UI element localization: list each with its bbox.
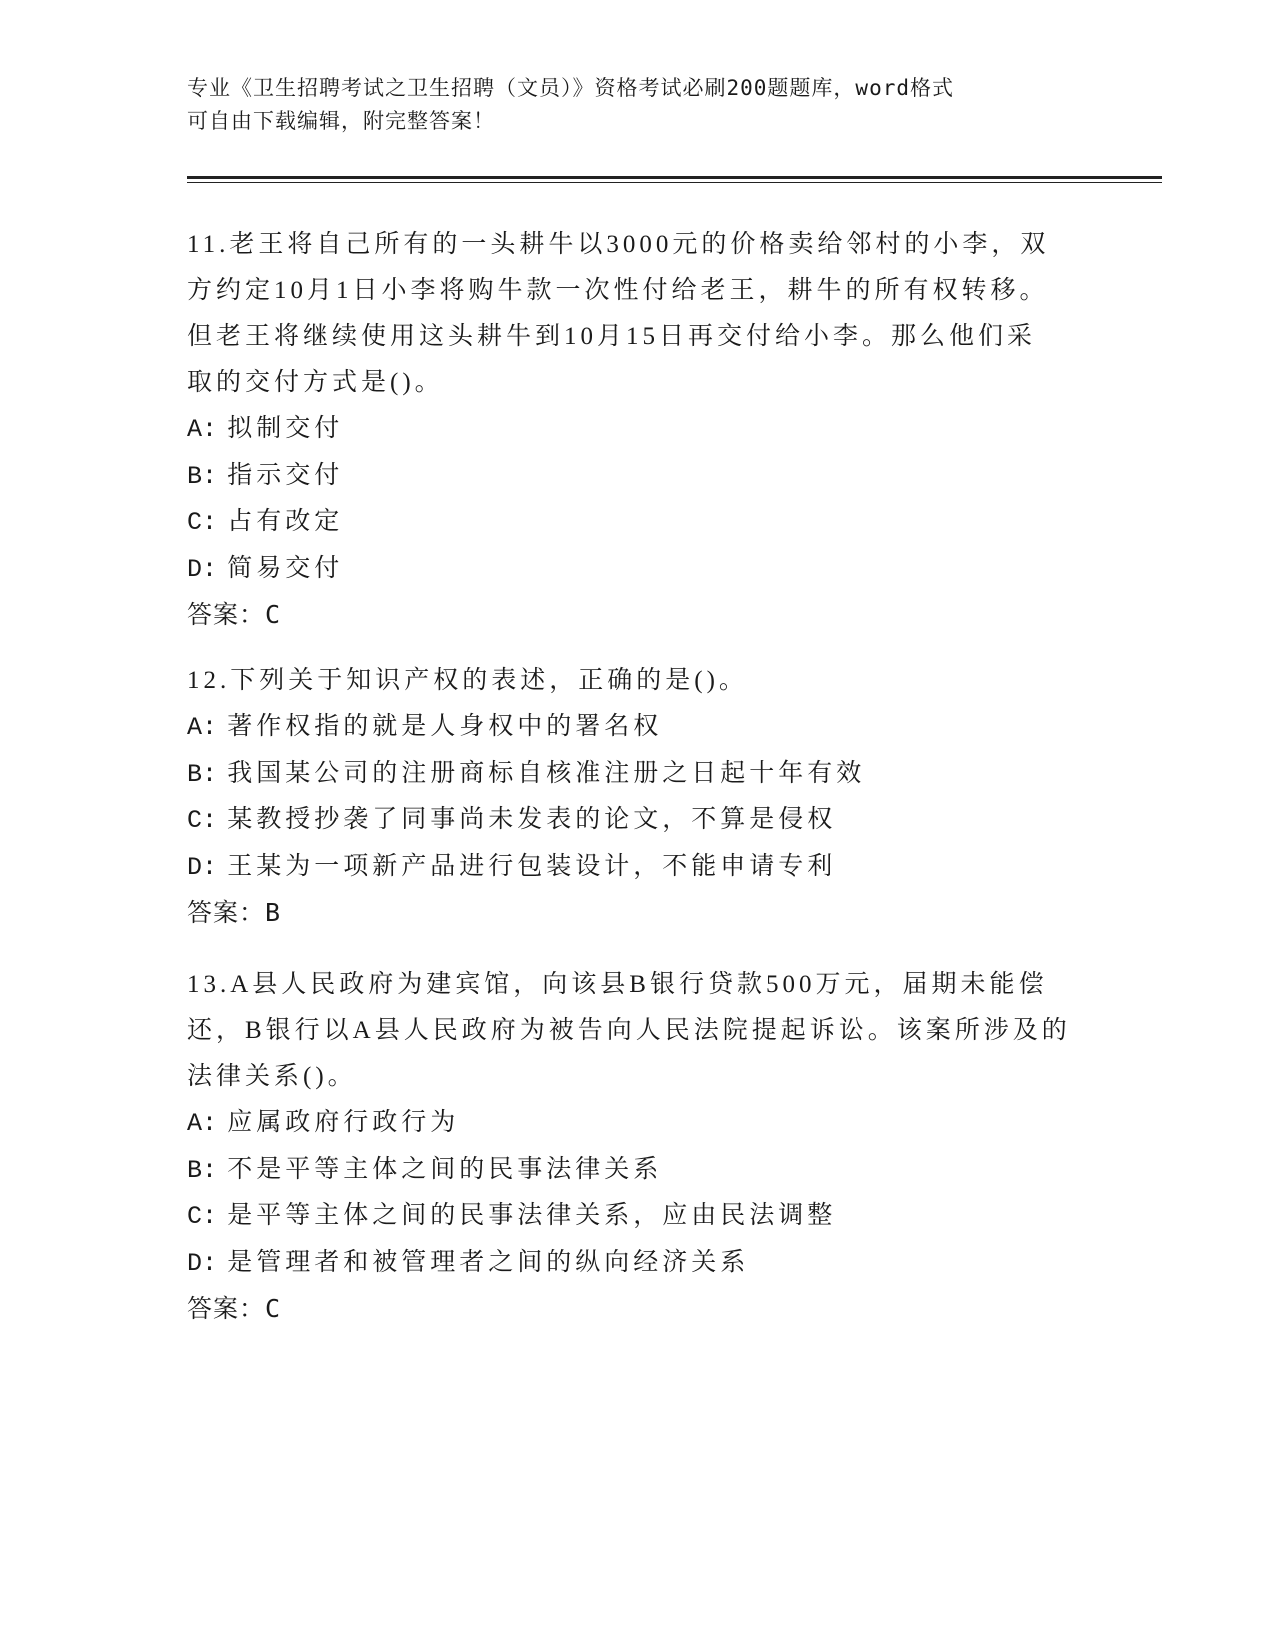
option-letter: B: <box>187 461 218 491</box>
option-letter: C: <box>187 806 218 835</box>
option-letter: D: <box>187 554 218 584</box>
header-line-1: 专业《卫生招聘考试之卫生招聘（文员）》资格考试必刷200题题库，word格式 <box>187 76 954 100</box>
question-13 <box>187 962 1087 1332</box>
question-stem-line: 法律关系()。 <box>187 1063 357 1090</box>
answer-label: 答案： <box>187 898 266 927</box>
option-b <box>187 751 1087 798</box>
option-text: 王某为一项新产品进行包装设计，不能申请专利 <box>227 852 837 880</box>
option-text: 著作权指的就是人身权中的署名权 <box>227 713 663 740</box>
option-text: 应属政府行政行为 <box>227 1109 460 1136</box>
document-header <box>187 72 1077 138</box>
option-b <box>187 453 1087 500</box>
question-stem-line: 还，B银行以A县人民政府为被告向人民法院提起诉讼。该案所涉及的 <box>187 1017 1071 1044</box>
option-letter: A: <box>187 713 218 742</box>
option-letter: B: <box>187 759 218 789</box>
option-d <box>187 844 1087 891</box>
option-letter: D: <box>187 1248 218 1278</box>
header-divider-thick <box>187 176 1162 179</box>
answer-label: 答案： <box>187 600 266 629</box>
option-b <box>187 1147 1087 1194</box>
option-text: 是管理者和被管理者之间的纵向经济关系 <box>227 1248 750 1276</box>
question-stem-line: 11.老王将自己所有的一头耕牛以3000元的价格卖给邻村的小李，双 <box>187 231 1050 258</box>
header-line-2: 可自由下载编辑，附完整答案！ <box>187 109 495 133</box>
question-11 <box>187 222 1087 638</box>
option-letter: B: <box>187 1155 218 1185</box>
option-c <box>187 797 1087 844</box>
question-stem-line: 取的交付方式是()。 <box>187 369 444 396</box>
option-c <box>187 499 1087 546</box>
question-12 <box>187 658 1087 936</box>
option-text: 占有改定 <box>227 508 344 535</box>
question-stem-line: 方约定10月1日小李将购牛款一次性付给老王，耕牛的所有权转移。 <box>187 277 1049 304</box>
answer-value: B <box>265 898 282 927</box>
option-text: 我国某公司的注册商标自核准注册之日起十年有效 <box>227 759 866 787</box>
option-a <box>187 704 1087 751</box>
answer-line <box>187 1286 1087 1332</box>
question-stem-line: 但老王将继续使用这头耕牛到10月15日再交付给小李。那么他们采 <box>187 323 1037 350</box>
option-letter: D: <box>187 852 218 882</box>
option-a <box>187 1100 1087 1147</box>
option-letter: A: <box>187 415 218 444</box>
option-letter: C: <box>187 508 218 537</box>
option-letter: C: <box>187 1202 218 1231</box>
option-letter: A: <box>187 1109 218 1138</box>
option-c <box>187 1193 1087 1240</box>
option-text: 拟制交付 <box>227 415 344 442</box>
answer-value: C <box>265 600 282 629</box>
option-a <box>187 406 1087 453</box>
question-stem-line: 12.下列关于知识产权的表述，正确的是()。 <box>187 667 748 694</box>
option-d <box>187 1240 1087 1287</box>
option-text: 不是平等主体之间的民事法律关系 <box>227 1155 663 1183</box>
option-d <box>187 546 1087 593</box>
option-text: 某教授抄袭了同事尚未发表的论文，不算是侵权 <box>227 806 837 833</box>
answer-label: 答案： <box>187 1294 266 1323</box>
header-divider-thin <box>187 182 1162 183</box>
question-stem-line: 13.A县人民政府为建宾馆，向该县B银行贷款500万元，届期未能偿 <box>187 971 1048 998</box>
option-text: 简易交付 <box>227 554 344 582</box>
answer-line <box>187 890 1087 936</box>
option-text: 是平等主体之间的民事法律关系，应由民法调整 <box>227 1202 837 1229</box>
option-text: 指示交付 <box>227 461 344 489</box>
answer-value: C <box>265 1294 282 1323</box>
answer-line <box>187 592 1087 638</box>
